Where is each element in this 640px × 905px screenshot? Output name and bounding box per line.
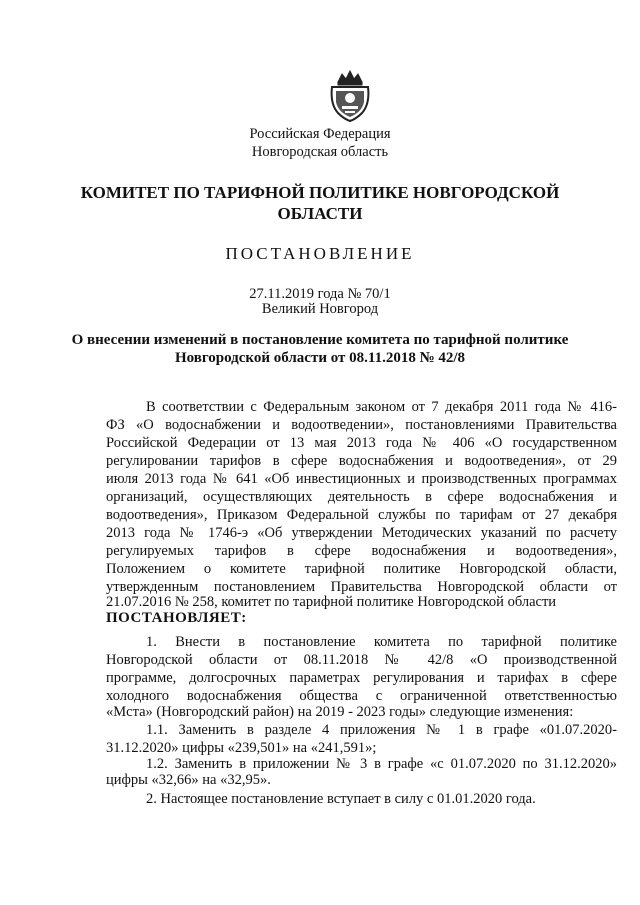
- item1-2-line: 1.2. Заменить в приложении № 3 в графе «с 01.07.2020 по 31.12.2020»: [146, 756, 617, 772]
- city-name: Великий Новгород: [261, 301, 379, 317]
- item1-line: 1. Внести в постановление комитета по тарифной политике: [146, 634, 617, 650]
- preamble-line: В соответствии с Федеральным законом от 7 декабря 2011 года № 416-: [146, 399, 617, 415]
- decree-word: ПОСТАНОВЛЯЕТ:: [106, 610, 247, 626]
- preamble-line: водоотведения», Приказом Федеральной службы по тарифам от 27 декабря: [106, 507, 617, 523]
- item1-line: «Мста» (Новгородский район) на 2019 - 2023 годы» следующие изменения:: [106, 704, 574, 720]
- item1-1-line: 31.12.2020» цифры «239,501» на «241,591»;: [106, 740, 377, 756]
- region-name: Новгородская область: [251, 144, 389, 160]
- preamble-line: утвержденным постановлением Правительства Новгородской области от: [106, 579, 617, 595]
- preamble-line: июля 2013 года № 641 «Об инвестиционных и производственных программах: [106, 471, 617, 487]
- subject-line1: О внесении изменений в постановление комитета по тарифной политике: [71, 332, 569, 348]
- preamble-line: 21.07.2016 № 258, комитет по тарифной политике Новгородской области: [106, 594, 557, 610]
- item1-2-line: цифры «32,66» на «32,95».: [106, 772, 271, 788]
- document-type: ПОСТАНОВЛЕНИЕ: [225, 244, 415, 263]
- subject-line2: Новгородской области от 08.11.2018 № 42/8: [174, 350, 466, 366]
- country-name: Российская Федерация: [249, 126, 391, 142]
- preamble-line: Положением о комитете тарифной политике Новгородской области,: [106, 561, 617, 577]
- preamble-line: организаций, осуществляющих деятельность в сфере водоснабжения и: [106, 489, 617, 505]
- item1-line: холодного водоснабжения общества с ограниченной ответственностью: [106, 688, 617, 704]
- committee-title-line2: ОБЛАСТИ: [277, 204, 363, 223]
- date-and-number: 27.11.2019 года № 70/1: [249, 286, 391, 302]
- preamble-line: ФЗ «О водоснабжении и водоотведении», постановлениями Правительства: [106, 417, 617, 433]
- item2-line: 2. Настоящее постановление вступает в силу с 01.01.2020 года.: [146, 791, 536, 807]
- item1-line: Новгородской области от 08.11.2018 № 42/8 «О производственной: [106, 652, 617, 668]
- preamble-line: 2013 года № 1746-э «Об утверждении Методических указаний по расчету: [106, 525, 617, 541]
- coat-of-arms-emblem: [328, 68, 372, 122]
- preamble-line: Российской Федерации от 13 мая 2013 года № 406 «О государственном: [106, 435, 617, 451]
- preamble-line: регулировании тарифов в сфере водоснабжения и водоотведения», от 29: [106, 453, 617, 469]
- committee-title-line1: КОМИТЕТ ПО ТАРИФНОЙ ПОЛИТИКЕ НОВГОРОДСКОЙ: [80, 183, 560, 202]
- item1-1-line: 1.1. Заменить в разделе 4 приложения № 1 в графе «01.07.2020-: [146, 722, 617, 738]
- preamble-line: регулируемых тарифов в сфере водоснабжения и водоотведения»,: [106, 543, 617, 559]
- item1-line: программе, долгосрочных параметрах регулирования и тарифах в сфере: [106, 670, 617, 686]
